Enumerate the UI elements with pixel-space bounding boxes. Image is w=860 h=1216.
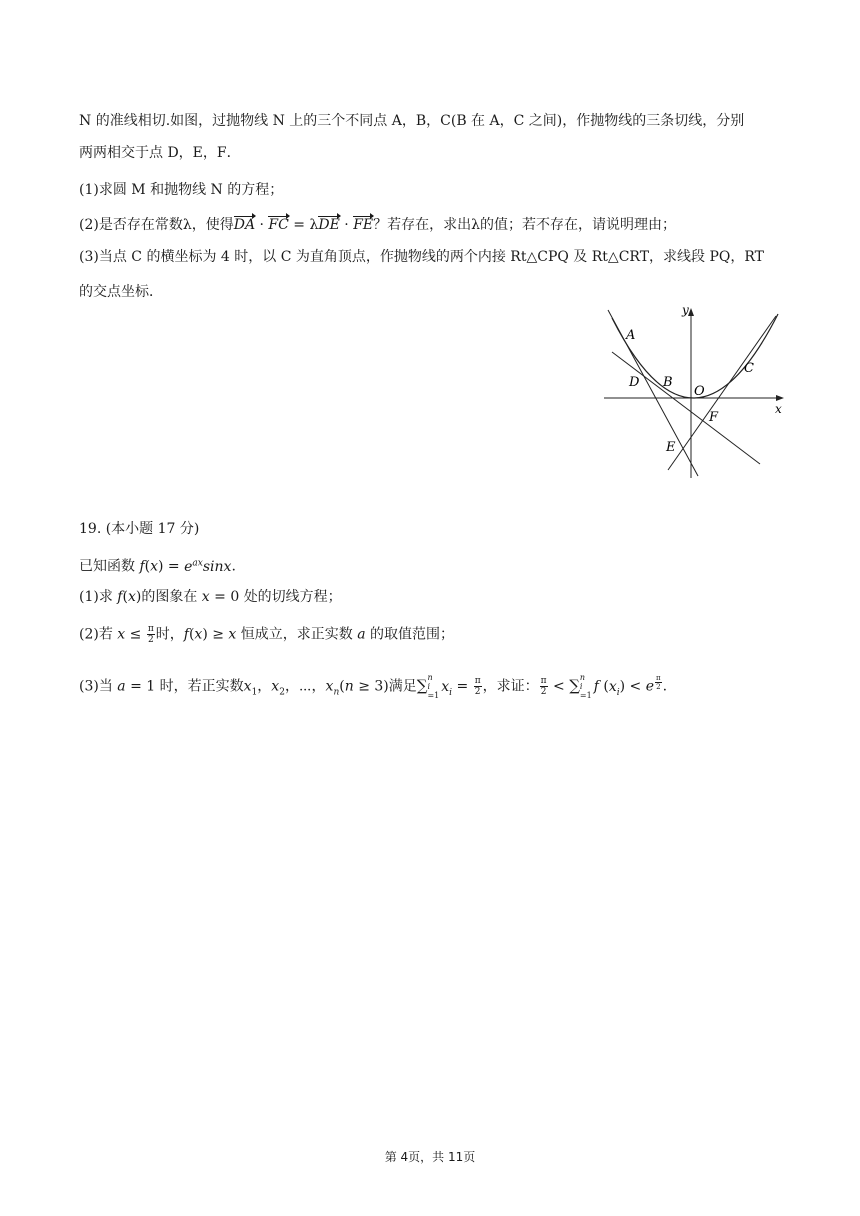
problem19-part3-prefix: (3)当 [79,678,113,695]
problem18-part2-prefix: (2)是否存在常数λ，使得 [79,217,234,233]
problem18-line1: N 的准线相切.如图，过抛物线 N 上的三个不同点 A，B，C(B 在 A，C 之间)，作抛物线的三条切线，分别 [79,113,745,129]
vector-DA: DA [233,217,256,233]
label-x: x [775,402,782,416]
fraction-pi-over-2: $\frac{\pi}{2}$ [147,624,154,645]
problem19-part2-prefix: (2)若 [79,626,113,643]
problem19-part1-prefix: (1)求 [79,589,113,605]
problem19-heading: 19. (本小题 17 分) [79,521,200,537]
label-A: A [626,328,636,343]
tangent-line-C [668,316,776,470]
parabola-tangent-figure [598,300,794,484]
label-C: C [744,361,754,376]
problem19-part3-prove: ，求证： [482,678,539,695]
tangent-line-B [612,352,760,464]
problem19-part2-mid: 时， [155,626,184,643]
sum-limits: n i =1 [427,673,440,701]
tangent-line-A [608,310,698,476]
function-definition: f [139,558,145,575]
problem18-part3-line2: 的交点坐标． [79,284,163,300]
vector-FE: FE [353,217,374,233]
problem19-part3-mid: 时，若正实数 [159,678,244,695]
vector-DE: DE [318,217,340,233]
label-B: B [663,375,673,390]
problem18-part3-line1: (3)当点 C 的横坐标为 4 时，以 C 为直角顶点，作抛物线的两个内接 Rt△CPQ 及 Rt△CRT，求线段 PQ，RT [79,249,765,265]
problem19-part3-satisfy: 满足 [388,678,417,695]
problem19-given-prefix: 已知函数 [79,558,135,575]
label-O: O [694,384,705,399]
problem19-part3: (3)当 a = 1 时，若正实数$x_1$，$x_2$，⋯，$x_n(n \ge 3)$满足∑ n i =1 $x_i$ = $\frac{\pi}{2}$ ，求证： $\frac{\pi}{2}$ < ∑ n i =1 f $(x_i) < e$ $^{\frac{\pi}{2}}$ . [79,673,668,701]
fraction-pi-over-2-sum: $\frac{\pi}{2}$ [474,676,481,698]
problem18-part2: (2)是否存在常数λ，使得DA · FC = λDE · FE？若存在，求出λ的值；若不存在，请说明理由； [79,217,676,233]
problem19-part2-tail: 的取值范围； [370,626,455,643]
problem18-part2-suffix: ？若存在，求出λ的值；若不存在，请说明理由； [373,217,676,233]
problem18-line2: 两两相交于点 D，E，F． [79,145,241,161]
label-D: D [629,375,640,390]
sum-limits-2: n i =1 [579,673,592,701]
problem19-part1: (1)求 f(x)的图象在 x = 0 处的切线方程； [79,589,342,605]
problem18-part1: (1)求圆 M 和抛物线 N 的方程； [79,182,284,198]
problem19-part2: (2)若 x ≤ $\frac{\pi}{2}$ 时，f(x) ≥ x 恒成立，求正实数 a 的取值范围； [79,624,455,645]
label-y: y [682,303,689,317]
problem19-part2-end: 恒成立，求正实数 [240,626,353,643]
vector-FC: FC [268,217,289,233]
page-footer: 第 4页，共 11页 [384,1150,476,1164]
problem19-part1-end: 处的切线方程； [243,589,342,605]
y-axis-arrow [688,308,694,316]
label-F: F [709,410,719,425]
fraction-exponent: π 2 [656,674,661,691]
label-E: E [666,440,676,455]
problem19-part1-suffix: 的图象在 [141,589,198,605]
fraction-pi-over-2-lower: $\frac{\pi}{2}$ [540,676,547,698]
problem19-given: 已知函数 $f(x) = e^{ax}\sin x$. [79,558,236,575]
x-axis-arrow [776,395,784,401]
